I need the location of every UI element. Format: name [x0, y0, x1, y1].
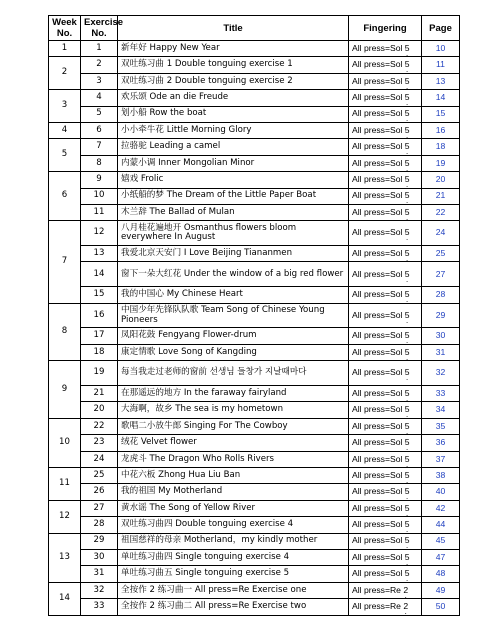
page-number: 32	[422, 361, 460, 386]
week-number: 9	[49, 361, 81, 419]
fingering-note: 5 ·	[405, 438, 410, 448]
page-number: 44	[422, 517, 460, 533]
exercise-number: 14	[81, 262, 118, 287]
header-fingering: Fingering	[349, 16, 422, 41]
exercise-title: 小纸船的梦 The Dream of the Little Paper Boat	[118, 188, 349, 204]
week-number: 3	[49, 90, 81, 123]
fingering-cell	[349, 221, 422, 246]
exercise-title: 每当我走过老师的窗前 선생님 들창가 지날때마다	[118, 361, 349, 386]
fingering-press: All press=Sol	[352, 453, 405, 464]
fingering-cell	[349, 303, 422, 328]
fingering-cell	[349, 41, 422, 57]
table-row	[49, 172, 460, 188]
exercise-number: 8	[81, 155, 118, 171]
exercise-title: 中国少年先锋队队歌 Team Song of Chinese Young Pioneers	[118, 303, 349, 328]
fingering-press: All press=Sol	[352, 289, 405, 300]
exercise-schedule-table	[48, 15, 460, 616]
exercise-title: 全按作 2 练习曲二 All press=Re Exercise two	[118, 599, 349, 615]
table-row	[49, 122, 460, 138]
table-row	[49, 287, 460, 303]
fingering-note: 5 ·	[405, 520, 410, 530]
fingering-note: 5 ·	[405, 368, 410, 378]
table-row	[49, 246, 460, 262]
header-exercise: Exercise No.	[81, 16, 118, 41]
page-number: 10	[422, 41, 460, 57]
week-number: 8	[49, 303, 81, 361]
page-number: 19	[422, 155, 460, 171]
week-number: 12	[49, 500, 81, 533]
fingering-note: 5 ·	[405, 77, 410, 87]
week-number: 4	[49, 122, 81, 138]
fingering-press: All press=Sol	[352, 568, 405, 579]
page-number: 22	[422, 204, 460, 220]
exercise-title: 凤阳花鼓 Fengyang Flower-drum	[118, 328, 349, 344]
exercise-number: 22	[81, 418, 118, 434]
exercise-number: 6	[81, 122, 118, 138]
week-number: 2	[49, 57, 81, 90]
page-number: 18	[422, 139, 460, 155]
fingering-cell	[349, 172, 422, 188]
page-number: 50	[422, 599, 460, 615]
fingering-cell	[349, 517, 422, 533]
fingering-note: 5 ·	[405, 422, 410, 432]
fingering-note: 5 ·	[405, 311, 410, 321]
fingering-press: All press=Sol	[352, 42, 405, 53]
fingering-cell	[349, 262, 422, 287]
fingering-note: 5 ·	[405, 471, 410, 481]
header-page: Page	[422, 16, 460, 41]
fingering-press: All press=Re	[352, 601, 404, 612]
exercise-title: 中花六板 Zhong Hua Liu Ban	[118, 468, 349, 484]
table-row	[49, 155, 460, 171]
fingering-cell	[349, 435, 422, 451]
table-header	[49, 16, 460, 41]
fingering-cell	[349, 106, 422, 122]
week-number: 13	[49, 533, 81, 582]
page-number: 33	[422, 386, 460, 402]
table-row	[49, 451, 460, 467]
page-number: 31	[422, 344, 460, 360]
page-number: 49	[422, 582, 460, 598]
fingering-cell	[349, 188, 422, 204]
table-row	[49, 402, 460, 418]
fingering-press: All press=Sol	[352, 247, 405, 258]
table-row	[49, 262, 460, 287]
fingering-note: 5 ·	[405, 270, 410, 280]
page-number: 48	[422, 566, 460, 582]
fingering-press: All press=Sol	[352, 346, 405, 357]
fingering-cell	[349, 155, 422, 171]
exercise-title: 划小船 Row the boat	[118, 106, 349, 122]
exercise-number: 21	[81, 386, 118, 402]
exercise-title: 我的中国心 My Chinese Heart	[118, 287, 349, 303]
week-number: 14	[49, 582, 81, 615]
table-row	[49, 418, 460, 434]
table-row	[49, 500, 460, 516]
fingering-press: All press=Sol	[352, 59, 405, 70]
fingering-press: All press=Sol	[352, 404, 405, 415]
fingering-cell	[349, 500, 422, 516]
fingering-press: All press=Sol	[352, 387, 405, 398]
table-row	[49, 303, 460, 328]
fingering-press: All press=Sol	[352, 124, 405, 135]
table-row	[49, 517, 460, 533]
exercise-number: 23	[81, 435, 118, 451]
exercise-number: 28	[81, 517, 118, 533]
exercise-title: 单吐练习曲四 Single tonguing exercise 4	[118, 549, 349, 565]
fingering-press: All press=Sol	[352, 309, 405, 320]
exercise-number: 2	[81, 57, 118, 73]
exercise-number: 24	[81, 451, 118, 467]
fingering-note: 5 ·	[405, 389, 410, 399]
table-row	[49, 328, 460, 344]
exercise-title: 欢乐颂 Ode an die Freude	[118, 90, 349, 106]
week-number: 6	[49, 172, 81, 221]
table-row	[49, 90, 460, 106]
header-row	[49, 16, 460, 41]
week-number: 7	[49, 221, 81, 303]
page-number: 45	[422, 533, 460, 549]
fingering-note: 5 ·	[405, 290, 410, 300]
page-number: 42	[422, 500, 460, 516]
fingering-press: All press=Sol	[352, 206, 405, 217]
fingering-cell	[349, 287, 422, 303]
page-number: 28	[422, 287, 460, 303]
fingering-cell	[349, 73, 422, 89]
fingering-press: All press=Sol	[352, 108, 405, 119]
exercise-title: 歌唱二小放牛郎 Singing For The Cowboy	[118, 418, 349, 434]
fingering-cell	[349, 344, 422, 360]
fingering-press: All press=Sol	[352, 535, 405, 546]
table-row	[49, 484, 460, 500]
table-row	[49, 599, 460, 615]
fingering-press: All press=Sol	[352, 551, 405, 562]
exercise-title: 全按作 2 练习曲一 All press=Re Exercise one	[118, 582, 349, 598]
exercise-title: 窗下一朵大红花 Under the window of a big red flower	[118, 262, 349, 287]
week-number: 5	[49, 139, 81, 172]
week-number: 1	[49, 41, 81, 57]
fingering-press: All press=Sol	[352, 268, 405, 279]
table-row	[49, 533, 460, 549]
exercise-title: 绒花 Velvet flower	[118, 435, 349, 451]
week-number: 10	[49, 418, 81, 467]
exercise-number: 7	[81, 139, 118, 155]
fingering-press: All press=Sol	[352, 190, 405, 201]
page-number: 13	[422, 73, 460, 89]
fingering-press: All press=Sol	[352, 519, 405, 530]
fingering-note: 2 ·	[403, 602, 408, 612]
page-number: 16	[422, 122, 460, 138]
page-number: 20	[422, 172, 460, 188]
page-number: 37	[422, 451, 460, 467]
exercise-title: 八月桂花遍地开 Osmanthus flowers bloom everywhere In August	[118, 221, 349, 246]
fingering-cell	[349, 418, 422, 434]
exercise-number: 13	[81, 246, 118, 262]
fingering-note: 5 ·	[405, 44, 410, 54]
table-row	[49, 386, 460, 402]
fingering-note: 5 ·	[405, 569, 410, 579]
table-row	[49, 139, 460, 155]
table-row	[49, 435, 460, 451]
fingering-cell	[349, 484, 422, 500]
fingering-cell	[349, 451, 422, 467]
page-number: 29	[422, 303, 460, 328]
fingering-note: 5 ·	[405, 109, 410, 119]
exercise-title: 内蒙小调 Inner Mongolian Minor	[118, 155, 349, 171]
fingering-note: 5 ·	[405, 553, 410, 563]
exercise-title: 双吐练习曲四 Double tonguing exercise 4	[118, 517, 349, 533]
exercise-title: 新年好 Happy New Year	[118, 41, 349, 57]
exercise-title: 拉骆驼 Leading a camel	[118, 139, 349, 155]
exercise-number: 5	[81, 106, 118, 122]
page-number: 11	[422, 57, 460, 73]
page-number: 34	[422, 402, 460, 418]
exercise-number: 10	[81, 188, 118, 204]
fingering-cell	[349, 204, 422, 220]
exercise-title: 龙虎斗 The Dragon Who Rolls Rivers	[118, 451, 349, 467]
fingering-press: All press=Sol	[352, 174, 405, 185]
header-week: Week No.	[49, 16, 81, 41]
exercise-title: 我的祖国 My Motherland	[118, 484, 349, 500]
table-row	[49, 361, 460, 386]
fingering-cell	[349, 361, 422, 386]
exercise-title: 康定情歌 Love Song of Kangding	[118, 344, 349, 360]
table-row	[49, 468, 460, 484]
fingering-cell	[349, 582, 422, 598]
page-number: 30	[422, 328, 460, 344]
page-number: 15	[422, 106, 460, 122]
fingering-note: 5 ·	[405, 455, 410, 465]
fingering-cell	[349, 57, 422, 73]
fingering-press: All press=Re	[352, 584, 404, 595]
fingering-cell	[349, 599, 422, 615]
table-row	[49, 582, 460, 598]
exercise-number: 15	[81, 287, 118, 303]
table-row	[49, 188, 460, 204]
exercise-number: 19	[81, 361, 118, 386]
fingering-note: 5 ·	[405, 348, 410, 358]
exercise-title: 小小牵牛花 Little Morning Glory	[118, 122, 349, 138]
page-number: 36	[422, 435, 460, 451]
exercise-number: 31	[81, 566, 118, 582]
table-body	[49, 41, 460, 616]
table-row	[49, 204, 460, 220]
fingering-press: All press=Sol	[352, 437, 405, 448]
page-number: 47	[422, 549, 460, 565]
fingering-cell	[349, 328, 422, 344]
page-number: 21	[422, 188, 460, 204]
exercise-number: 27	[81, 500, 118, 516]
exercise-number: 17	[81, 328, 118, 344]
fingering-cell	[349, 566, 422, 582]
page-number: 38	[422, 468, 460, 484]
exercise-number: 29	[81, 533, 118, 549]
fingering-press: All press=Sol	[352, 486, 405, 497]
exercise-title: 木兰辞 The Ballad of Mulan	[118, 204, 349, 220]
exercise-title: 在那遥远的地方 In the faraway fairyland	[118, 386, 349, 402]
table-row	[49, 566, 460, 582]
exercise-number: 3	[81, 73, 118, 89]
fingering-press: All press=Sol	[352, 502, 405, 513]
fingering-note: 5 ·	[405, 228, 410, 238]
table-row	[49, 41, 460, 57]
fingering-cell	[349, 533, 422, 549]
fingering-cell	[349, 246, 422, 262]
table-row	[49, 344, 460, 360]
exercise-title: 黄水谣 The Song of Yellow River	[118, 500, 349, 516]
exercise-title: 我爱北京天安门 I Love Beijing Tiananmen	[118, 246, 349, 262]
fingering-press: All press=Sol	[352, 330, 405, 341]
page-number: 14	[422, 90, 460, 106]
page-number: 24	[422, 221, 460, 246]
exercise-number: 25	[81, 468, 118, 484]
fingering-press: All press=Sol	[352, 141, 405, 152]
exercise-number: 33	[81, 599, 118, 615]
fingering-cell	[349, 402, 422, 418]
fingering-cell	[349, 468, 422, 484]
exercise-title: 双吐练习曲 2 Double tonguing exercise 2	[118, 73, 349, 89]
fingering-press: All press=Sol	[352, 75, 405, 86]
fingering-note: 5 ·	[405, 191, 410, 201]
fingering-note: 5 ·	[405, 331, 410, 341]
page-number: 40	[422, 484, 460, 500]
exercise-title: 单吐练习曲五 Single tonguing exercise 5	[118, 566, 349, 582]
fingering-press: All press=Sol	[352, 420, 405, 431]
fingering-note: 5 ·	[405, 504, 410, 514]
exercise-number: 32	[81, 582, 118, 598]
fingering-note: 5 ·	[405, 126, 410, 136]
fingering-note: 2 ·	[403, 586, 408, 596]
fingering-cell	[349, 549, 422, 565]
exercise-number: 18	[81, 344, 118, 360]
table-row	[49, 549, 460, 565]
page-number: 27	[422, 262, 460, 287]
fingering-cell	[349, 386, 422, 402]
exercise-title: 嬉戏 Frolic	[118, 172, 349, 188]
exercise-number: 4	[81, 90, 118, 106]
table-row	[49, 221, 460, 246]
table-row	[49, 57, 460, 73]
fingering-note: 5 ·	[405, 487, 410, 497]
fingering-note: 5 ·	[405, 142, 410, 152]
exercise-number: 26	[81, 484, 118, 500]
page-number: 25	[422, 246, 460, 262]
exercise-number: 9	[81, 172, 118, 188]
table-row	[49, 106, 460, 122]
fingering-press: All press=Sol	[352, 157, 405, 168]
exercise-number: 1	[81, 41, 118, 57]
fingering-cell	[349, 122, 422, 138]
fingering-note: 5 ·	[405, 159, 410, 169]
page-number: 35	[422, 418, 460, 434]
fingering-press: All press=Sol	[352, 227, 405, 238]
fingering-press: All press=Sol	[352, 469, 405, 480]
fingering-note: 5 ·	[405, 405, 410, 415]
fingering-note: 5 ·	[405, 93, 410, 103]
exercise-number: 20	[81, 402, 118, 418]
fingering-press: All press=Sol	[352, 367, 405, 378]
fingering-press: All press=Sol	[352, 92, 405, 103]
exercise-title: 双吐练习曲 1 Double tonguing exercise 1	[118, 57, 349, 73]
exercise-number: 12	[81, 221, 118, 246]
header-title: Title	[118, 16, 349, 41]
fingering-cell	[349, 139, 422, 155]
exercise-number: 11	[81, 204, 118, 220]
fingering-note: 5 ·	[405, 175, 410, 185]
exercise-title: 祖国慈祥的母亲 Motherland，my kindly mother	[118, 533, 349, 549]
fingering-note: 5 ·	[405, 249, 410, 259]
fingering-note: 5 ·	[405, 60, 410, 70]
exercise-number: 30	[81, 549, 118, 565]
exercise-number: 16	[81, 303, 118, 328]
fingering-cell	[349, 90, 422, 106]
table-row	[49, 73, 460, 89]
exercise-title: 大海啊，故乡 The sea is my hometown	[118, 402, 349, 418]
fingering-note: 5 ·	[405, 536, 410, 546]
week-number: 11	[49, 468, 81, 501]
fingering-note: 5 ·	[405, 208, 410, 218]
